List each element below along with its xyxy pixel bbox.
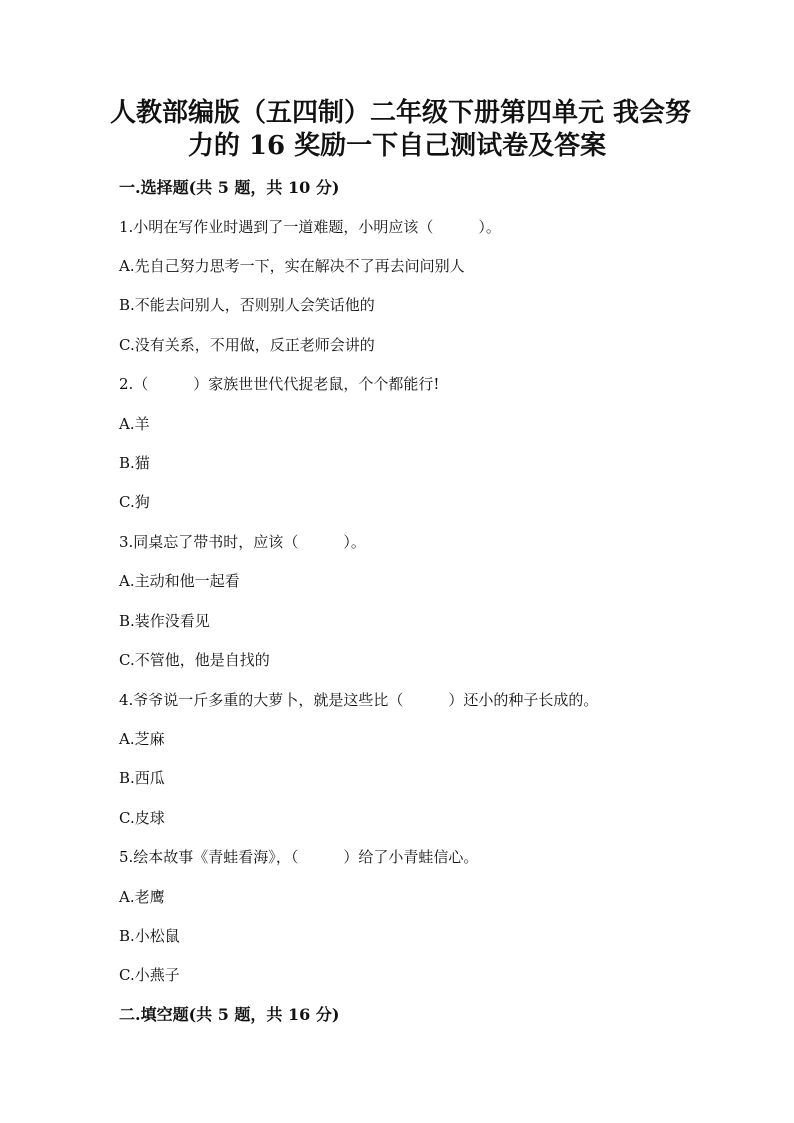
question-2-option-a: A.羊 <box>119 415 150 433</box>
question-2-option-b: B.猫 <box>119 454 150 472</box>
document-title-line-1: 人教部编版（五四制）二年级下册第四单元 我会努 <box>110 98 692 128</box>
question-3-option-c: C.不管他，他是自找的 <box>119 651 270 669</box>
section-heading-fill-in: 二.填空题(共 5 题，共 16 分) <box>119 1005 340 1024</box>
question-3-stem: 3.同桌忘了带书时，应该（ ）。 <box>119 533 366 551</box>
question-1-option-a: A.先自己努力思考一下，实在解决不了再去问问别人 <box>119 257 465 275</box>
question-4-option-a: A.芝麻 <box>119 730 165 748</box>
question-4-option-c: C.皮球 <box>119 809 165 827</box>
question-3-option-a: A.主动和他一起看 <box>119 572 240 590</box>
question-1-stem: 1.小明在写作业时遇到了一道难题，小明应该（ ）。 <box>119 218 501 236</box>
question-1-option-c: C.没有关系，不用做，反正老师会讲的 <box>119 336 375 354</box>
question-5-stem: 5.绘本故事《青蛙看海》，（ ）给了小青蛙信心。 <box>119 848 479 866</box>
question-4-option-b: B.西瓜 <box>119 769 165 787</box>
question-3-option-b: B.装作没看见 <box>119 612 210 630</box>
question-2-stem: 2.（ ）家族世世代代捉老鼠，个个都能行! <box>119 375 440 393</box>
question-4-stem: 4.爷爷说一斤多重的大萝卜，就是这些比（ ）还小的种子长成的。 <box>119 691 599 709</box>
document-title-line-2: 力的 16 奖励一下自己测试卷及答案 <box>187 131 607 161</box>
question-2-option-c: C.狗 <box>119 493 150 511</box>
question-1-option-b: B.不能去问别人，否则别人会笑话他的 <box>119 296 375 314</box>
section-heading-choice: 一.选择题(共 5 题，共 10 分) <box>119 178 340 197</box>
question-5-option-c: C.小燕子 <box>119 966 180 984</box>
question-5-option-a: A.老鹰 <box>119 888 165 906</box>
question-5-option-b: B.小松鼠 <box>119 927 180 945</box>
